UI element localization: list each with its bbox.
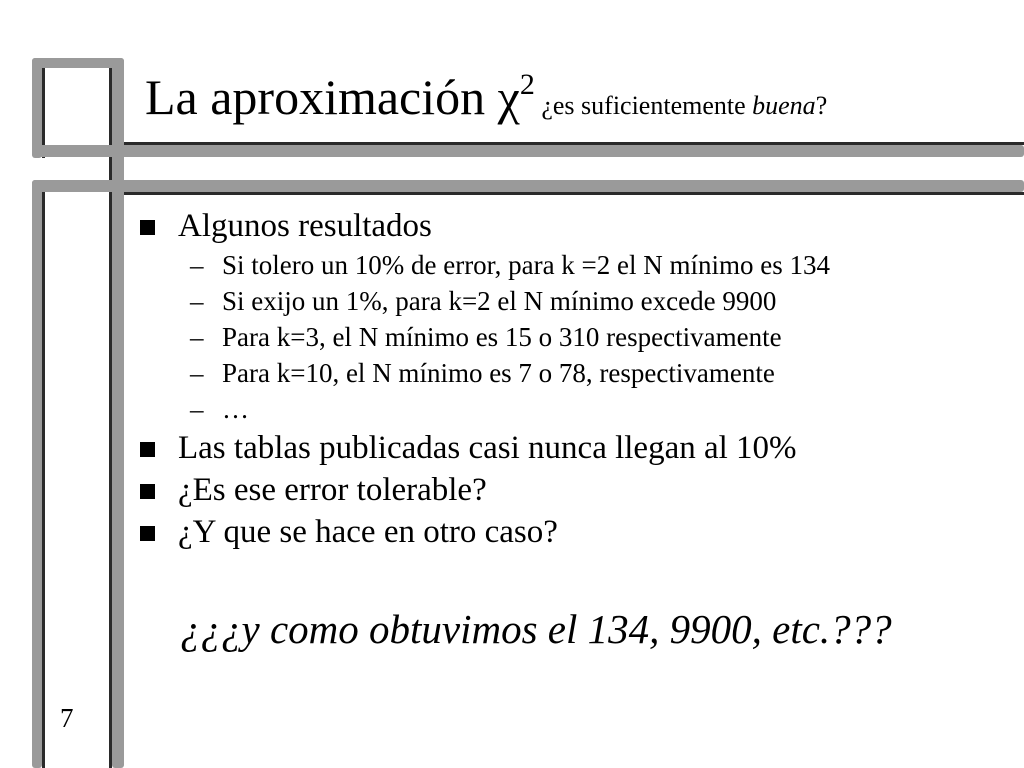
dash-bullet-icon: –: [190, 286, 204, 316]
dash-bullet-icon: –: [190, 322, 204, 352]
closing-question: ¿¿¿y como obtuvimos el 134, 9900, etc.???: [180, 606, 892, 652]
frame-title-underline-shadow: [124, 142, 1024, 145]
bullet-item: [140, 427, 1010, 469]
frame-vertical-divider-shadow: [109, 68, 112, 768]
frame-square-left: [32, 58, 42, 158]
sub-bullet-text: …: [222, 394, 249, 424]
page-number: 7: [60, 703, 74, 733]
title-subtitle-suffix: ?: [815, 91, 828, 120]
sub-bullet-text: Para k=10, el N mínimo es 7 o 78, respectivamente: [222, 358, 775, 388]
bullet-item: [140, 511, 1010, 553]
bullet-text: ¿Es ese error tolerable?: [178, 472, 487, 508]
sub-bullet-text: Si exijo un 1%, para k=2 el N mínimo excede 9900: [222, 286, 777, 316]
frame-square-top: [32, 58, 124, 68]
frame-vertical-divider: [112, 58, 124, 768]
sub-bullet-item: [140, 391, 1010, 427]
square-bullet-icon: [140, 442, 155, 457]
dash-bullet-icon: –: [190, 394, 204, 424]
title-subtitle-prefix: ¿es suficientemente: [534, 91, 753, 120]
title-superscript: 2: [519, 68, 535, 101]
frame-left-lower-shadow: [42, 192, 45, 768]
frame-title-underline: [32, 145, 1024, 157]
square-bullet-icon: [140, 484, 155, 499]
frame-left-lower: [32, 180, 42, 768]
sub-bullet-item: [140, 319, 1010, 355]
bullet-text: Las tablas publicadas casi nunca llegan al 10%: [178, 430, 797, 466]
sub-bullet-item: [140, 355, 1010, 391]
slide-body: [140, 205, 1010, 553]
bullet-item: [140, 469, 1010, 511]
sub-bullet-item: [140, 247, 1010, 283]
frame-body-top: [32, 180, 1024, 192]
sub-bullet-text: Para k=3, el N mínimo es 15 o 310 respectivamente: [222, 322, 782, 352]
dash-bullet-icon: –: [190, 250, 204, 280]
frame-body-top-shadow: [124, 192, 1024, 195]
bullet-text: ¿Y que se hace en otro caso?: [178, 514, 558, 550]
bullet-item: [140, 205, 1010, 247]
title-subtitle-emphasis: buena: [752, 91, 816, 120]
sub-bullet-text: Si tolero un 10% de error, para k =2 el N mínimo es 134: [222, 250, 831, 280]
slide-title: [145, 68, 828, 125]
sub-bullet-item: [140, 283, 1010, 319]
title-main: La aproximación χ: [145, 69, 520, 125]
square-bullet-icon: [140, 526, 155, 541]
square-bullet-icon: [140, 220, 155, 235]
dash-bullet-icon: –: [190, 358, 204, 388]
bullet-text: Algunos resultados: [178, 208, 432, 244]
